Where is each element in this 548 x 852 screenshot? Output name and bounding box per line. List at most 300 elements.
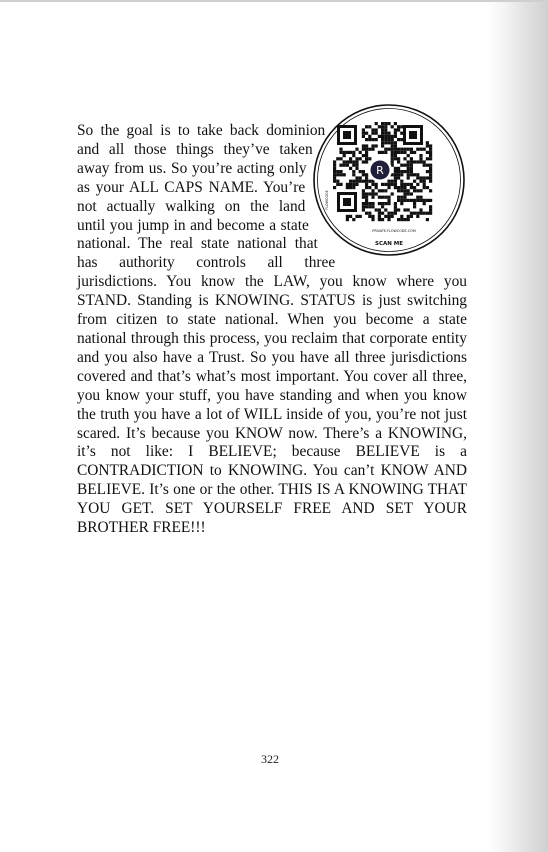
qr-module xyxy=(362,128,365,131)
qr-module xyxy=(371,218,374,221)
qr-module xyxy=(378,208,381,211)
qr-module xyxy=(355,164,358,167)
qr-module xyxy=(362,196,365,199)
qr-module xyxy=(362,160,365,163)
qr-module xyxy=(397,170,400,173)
qr-module xyxy=(339,148,342,151)
qr-module xyxy=(333,170,336,173)
qr-module xyxy=(355,176,358,179)
qr-module xyxy=(365,138,368,141)
qr-module xyxy=(400,189,403,192)
qr-module xyxy=(336,157,339,160)
qr-module xyxy=(365,157,368,160)
qr-module xyxy=(375,192,378,195)
qr-module xyxy=(365,186,368,189)
qr-module xyxy=(429,205,432,208)
qr-module xyxy=(339,151,342,154)
qr-module xyxy=(407,218,410,221)
qr-module xyxy=(413,151,416,154)
qr-module xyxy=(416,176,419,179)
qr-module xyxy=(352,164,355,167)
qr-module xyxy=(391,160,394,163)
qr-module xyxy=(400,202,403,205)
qr-module xyxy=(378,215,381,218)
qr-module xyxy=(371,205,374,208)
qr-module xyxy=(362,148,365,151)
qr-module xyxy=(368,215,371,218)
qr-module xyxy=(397,196,400,199)
qr-module xyxy=(400,180,403,183)
qr-module xyxy=(378,135,381,138)
qr-module xyxy=(413,186,416,189)
qr-module xyxy=(403,208,406,211)
qr-module xyxy=(368,212,371,215)
qr-module xyxy=(397,148,400,151)
qr-module xyxy=(397,167,400,170)
qr-module xyxy=(407,160,410,163)
qr-module xyxy=(384,196,387,199)
qr-module xyxy=(343,151,346,154)
qr-module xyxy=(416,148,419,151)
qr-module xyxy=(429,148,432,151)
qr-module xyxy=(410,157,413,160)
qr-module xyxy=(391,183,394,186)
qr-module xyxy=(384,189,387,192)
qr-module xyxy=(407,192,410,195)
qr-module xyxy=(407,176,410,179)
qr-module xyxy=(423,176,426,179)
qr-module xyxy=(407,173,410,176)
qr-module xyxy=(403,186,406,189)
body-paragraph: So the goal is to take back dominion and all those things they’ve taken away from us. So you’re acting only as your ALL CAPS NAME. You’re not actually walking on the land until you jump in and become a state national. The real state national that has authority controls all three jurisdictions. You know the LAW, you know where you STAND. Standing is KNOWING. STATUS is just switching from citizen to state national. When you become a state national through this process, you reclaim that corporate entity and you also have a Trust. So you have all three jurisdictions covered and that’s what’s most important. You cover all three, you know your stuff, you have standing and when you know the truth you have a lot of WILL inside of you, you’re not just scared. It’s because you KNOW now. There’s a KNOWING, it’s not like: I BELIEVE; because BELIEVE is a CONTRADICTION to KNOWING. You can’t KNOW AND BELIEVE. It’s one or the other. THIS IS A KNOWING THAT YOU GET. SET YOURSELF FREE AND SET YOUR BROTHER FREE!!! xyxy=(77,122,467,537)
qr-module xyxy=(407,215,410,218)
qr-module xyxy=(368,125,371,128)
qr-module xyxy=(426,157,429,160)
qr-module xyxy=(400,183,403,186)
qr-module xyxy=(394,144,397,147)
qr-module xyxy=(400,138,403,141)
qr-module xyxy=(407,154,410,157)
qr-module xyxy=(371,144,374,147)
qr-module xyxy=(419,154,422,157)
qr-module xyxy=(391,144,394,147)
qr-module xyxy=(387,212,390,215)
qr-module xyxy=(429,154,432,157)
qr-module xyxy=(407,189,410,192)
qr-module xyxy=(336,183,339,186)
qr-module xyxy=(375,138,378,141)
qr-module xyxy=(378,202,381,205)
qr-module xyxy=(400,218,403,221)
qr-module xyxy=(397,173,400,176)
qr-module xyxy=(355,215,358,218)
qr-module xyxy=(387,148,390,151)
qr-module xyxy=(429,170,432,173)
qr-module xyxy=(339,173,342,176)
qr-module xyxy=(375,186,378,189)
qr-module xyxy=(394,202,397,205)
qr-module xyxy=(384,202,387,205)
qr-module xyxy=(368,180,371,183)
qr-module xyxy=(416,199,419,202)
qr-module xyxy=(387,183,390,186)
qr-module xyxy=(378,218,381,221)
qr-module xyxy=(394,151,397,154)
qr-module xyxy=(410,199,413,202)
qr-module xyxy=(349,160,352,163)
qr-module xyxy=(400,151,403,154)
qr-module xyxy=(349,151,352,154)
qr-module xyxy=(387,202,390,205)
qr-module xyxy=(410,192,413,195)
svg-text:R: R xyxy=(376,164,384,177)
qr-module xyxy=(400,196,403,199)
qr-module xyxy=(387,141,390,144)
qr-module xyxy=(352,154,355,157)
qr-module xyxy=(362,144,365,147)
qr-module xyxy=(410,183,413,186)
qr-module xyxy=(381,202,384,205)
qr-module xyxy=(407,199,410,202)
qr-module xyxy=(391,212,394,215)
qr-module xyxy=(400,170,403,173)
qr-module xyxy=(355,183,358,186)
qr-module xyxy=(403,199,406,202)
qr-module xyxy=(362,208,365,211)
qr-module xyxy=(391,141,394,144)
qr-url-text: PRIVATE.FLOWCODE.COM xyxy=(372,229,416,233)
qr-module xyxy=(352,151,355,154)
qr-module xyxy=(403,151,406,154)
qr-module xyxy=(384,122,387,125)
qr-module xyxy=(384,208,387,211)
qr-module xyxy=(397,186,400,189)
qr-module xyxy=(394,167,397,170)
qr-module xyxy=(391,215,394,218)
qr-module xyxy=(355,167,358,170)
qr-module xyxy=(397,218,400,221)
qr-module xyxy=(423,164,426,167)
qr-module xyxy=(371,148,374,151)
qr-module xyxy=(394,122,397,125)
qr-module xyxy=(419,148,422,151)
qr-module xyxy=(349,180,352,183)
qr-module xyxy=(384,151,387,154)
qr-module xyxy=(429,167,432,170)
qr-module xyxy=(397,151,400,154)
qr-module xyxy=(416,160,419,163)
qr-side-text: FLOWCODE xyxy=(325,190,329,210)
qr-module xyxy=(365,151,368,154)
qr-module xyxy=(355,160,358,163)
qr-module xyxy=(387,122,390,125)
qr-module xyxy=(416,212,419,215)
qr-module xyxy=(403,148,406,151)
qr-module xyxy=(387,215,390,218)
qr-module xyxy=(429,173,432,176)
qr-module xyxy=(375,128,378,131)
qr-module xyxy=(371,202,374,205)
qr-module xyxy=(413,202,416,205)
qr-module xyxy=(403,170,406,173)
qr-module xyxy=(419,189,422,192)
qr-module xyxy=(413,199,416,202)
qr-module xyxy=(394,157,397,160)
qr-module xyxy=(426,212,429,215)
qr-module xyxy=(397,160,400,163)
qr-module xyxy=(333,167,336,170)
qr-module xyxy=(365,180,368,183)
qr-module xyxy=(381,189,384,192)
qr-module xyxy=(375,208,378,211)
qr-module xyxy=(339,170,342,173)
qr-module xyxy=(423,180,426,183)
page-number: 322 xyxy=(261,752,279,766)
qr-module xyxy=(371,196,374,199)
qr-module xyxy=(346,160,349,163)
qr-module xyxy=(403,164,406,167)
qr-module xyxy=(403,218,406,221)
qr-module xyxy=(362,202,365,205)
qr-module xyxy=(346,151,349,154)
body-text-block xyxy=(77,122,467,538)
qr-module xyxy=(365,183,368,186)
qr-module xyxy=(343,173,346,176)
qr-code xyxy=(309,100,469,264)
qr-module xyxy=(346,183,349,186)
qr-module xyxy=(429,176,432,179)
qr-module xyxy=(410,173,413,176)
qr-module xyxy=(333,164,336,167)
qr-module xyxy=(336,170,339,173)
qr-module xyxy=(423,212,426,215)
qr-module xyxy=(381,141,384,144)
qr-module xyxy=(368,135,371,138)
qr-module xyxy=(416,196,419,199)
qr-module xyxy=(343,160,346,163)
qr-module xyxy=(387,135,390,138)
qr-module xyxy=(394,173,397,176)
qr-module xyxy=(426,199,429,202)
qr-module xyxy=(413,212,416,215)
qr-module xyxy=(381,144,384,147)
qr-module xyxy=(426,151,429,154)
qr-module xyxy=(371,215,374,218)
qr-module xyxy=(346,215,349,218)
qr-module xyxy=(352,173,355,176)
qr-module xyxy=(375,122,378,125)
qr-module xyxy=(362,170,365,173)
qr-module xyxy=(362,154,365,157)
qr-module xyxy=(371,138,374,141)
qr-module xyxy=(368,205,371,208)
qr-module xyxy=(413,189,416,192)
qr-module xyxy=(375,183,378,186)
qr-module xyxy=(426,164,429,167)
qr-module xyxy=(365,148,368,151)
qr-module xyxy=(355,148,358,151)
qr-module xyxy=(429,212,432,215)
qr-module xyxy=(426,170,429,173)
qr-module xyxy=(333,160,336,163)
qr-module xyxy=(387,132,390,135)
qr-module xyxy=(365,192,368,195)
qr-module xyxy=(387,186,390,189)
qr-module xyxy=(371,192,374,195)
qr-module xyxy=(381,196,384,199)
qr-module xyxy=(339,183,342,186)
qr-module xyxy=(378,151,381,154)
qr-module xyxy=(391,180,394,183)
qr-module xyxy=(400,132,403,135)
qr-module xyxy=(365,144,368,147)
qr-module xyxy=(416,173,419,176)
qr-module xyxy=(387,138,390,141)
qr-module xyxy=(346,164,349,167)
qr-module xyxy=(359,176,362,179)
page-top-edge xyxy=(0,0,548,2)
qr-module xyxy=(426,144,429,147)
qr-module xyxy=(368,157,371,160)
qr-module xyxy=(368,202,371,205)
qr-module xyxy=(391,154,394,157)
qr-module xyxy=(381,122,384,125)
qr-module xyxy=(397,208,400,211)
qr-module xyxy=(429,144,432,147)
qr-module xyxy=(429,208,432,211)
qr-module xyxy=(384,215,387,218)
qr-module xyxy=(384,138,387,141)
qr-module xyxy=(359,170,362,173)
qr-module xyxy=(403,192,406,195)
qr-module xyxy=(413,180,416,183)
qr-module xyxy=(419,160,422,163)
qr-module xyxy=(394,154,397,157)
qr-module xyxy=(368,192,371,195)
qr-module xyxy=(413,160,416,163)
qr-module xyxy=(394,186,397,189)
qr-module xyxy=(423,160,426,163)
qr-module xyxy=(410,164,413,167)
qr-module xyxy=(400,173,403,176)
qr-module xyxy=(349,183,352,186)
qr-module xyxy=(419,157,422,160)
qr-module xyxy=(416,215,419,218)
qr-module xyxy=(407,164,410,167)
qr-module xyxy=(429,164,432,167)
qr-module xyxy=(400,186,403,189)
qr-module xyxy=(378,196,381,199)
qr-module xyxy=(384,135,387,138)
qr-module xyxy=(423,199,426,202)
qr-module xyxy=(423,186,426,189)
qr-module xyxy=(410,167,413,170)
qr-module xyxy=(413,205,416,208)
qr-module xyxy=(381,132,384,135)
qr-module xyxy=(381,212,384,215)
qr-module xyxy=(371,189,374,192)
qr-module xyxy=(349,186,352,189)
qr-module xyxy=(362,180,365,183)
qr-module xyxy=(359,215,362,218)
qr-module xyxy=(391,135,394,138)
qr-module xyxy=(368,138,371,141)
qr-module xyxy=(333,180,336,183)
qr-module xyxy=(352,218,355,221)
qr-module xyxy=(419,180,422,183)
qr-module xyxy=(400,215,403,218)
qr-module xyxy=(333,186,336,189)
qr-module xyxy=(429,157,432,160)
qr-module xyxy=(333,176,336,179)
qr-module xyxy=(394,170,397,173)
qr-module xyxy=(343,154,346,157)
qr-module xyxy=(384,183,387,186)
qr-module xyxy=(394,132,397,135)
qr-module xyxy=(365,196,368,199)
qr-module xyxy=(407,208,410,211)
qr-module xyxy=(359,157,362,160)
qr-module xyxy=(397,125,400,128)
qr-module xyxy=(349,167,352,170)
qr-module xyxy=(381,183,384,186)
qr-module xyxy=(410,160,413,163)
qr-module xyxy=(423,148,426,151)
qr-module xyxy=(426,218,429,221)
qr-module xyxy=(394,128,397,131)
qr-module xyxy=(333,173,336,176)
qr-module xyxy=(394,135,397,138)
qr-module xyxy=(384,141,387,144)
qr-module xyxy=(378,189,381,192)
qr-module xyxy=(339,157,342,160)
qr-module xyxy=(365,199,368,202)
qr-module xyxy=(359,151,362,154)
qr-module xyxy=(397,189,400,192)
qr-module xyxy=(391,192,394,195)
qr-module xyxy=(371,128,374,131)
qr-module xyxy=(416,189,419,192)
qr-module xyxy=(394,212,397,215)
qr-module xyxy=(407,148,410,151)
qr-code-graphic xyxy=(309,100,469,264)
qr-module xyxy=(375,132,378,135)
qr-module xyxy=(394,141,397,144)
qr-module xyxy=(391,151,394,154)
qr-module xyxy=(378,125,381,128)
qr-module xyxy=(426,141,429,144)
qr-module xyxy=(352,186,355,189)
qr-module xyxy=(400,125,403,128)
qr-module xyxy=(365,205,368,208)
qr-module xyxy=(387,196,390,199)
qr-module xyxy=(349,157,352,160)
qr-module xyxy=(346,186,349,189)
qr-module xyxy=(416,183,419,186)
qr-module xyxy=(365,125,368,128)
qr-module xyxy=(336,180,339,183)
qr-module xyxy=(365,173,368,176)
qr-module xyxy=(403,183,406,186)
qr-module xyxy=(429,199,432,202)
qr-module xyxy=(400,164,403,167)
qr-module xyxy=(365,202,368,205)
qr-module xyxy=(339,164,342,167)
qr-module xyxy=(410,151,413,154)
qr-module xyxy=(371,132,374,135)
qr-module xyxy=(429,180,432,183)
qr-module xyxy=(426,176,429,179)
